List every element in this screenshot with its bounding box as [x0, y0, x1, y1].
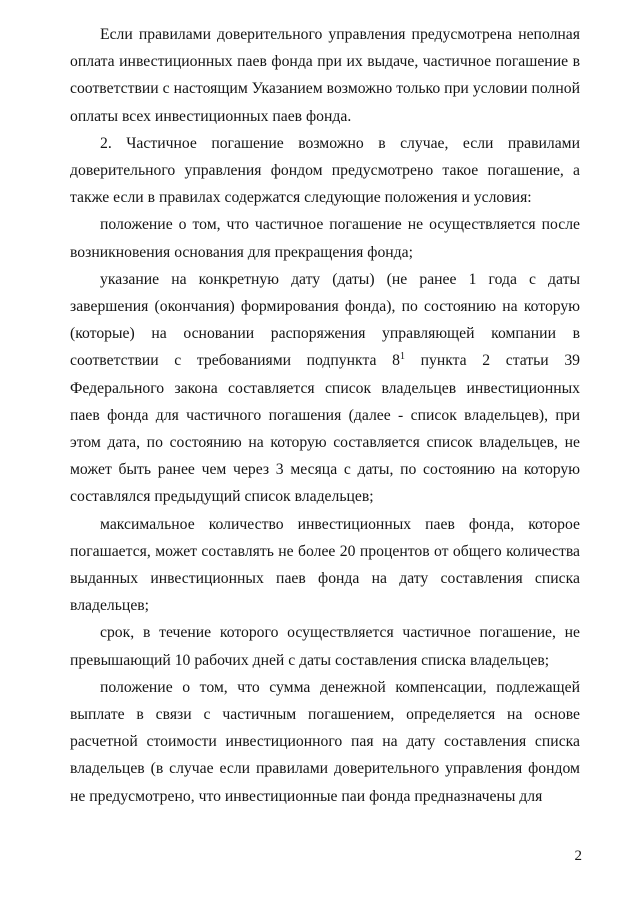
- paragraph-redemption-period: срок, в течение которого осуществляется частичное погашение, не превышающий 10 рабочих дней с даты составления списка владельцев;: [70, 624, 580, 669]
- paragraph-no-redemption-after-termination: положение о том, что частичное погашение не осуществляется после возникновения основания для прекращения фонда;: [70, 216, 580, 261]
- paragraph-compensation-calculation: положение о том, что сумма денежной компенсации, подлежащей выплате в связи с частичным погашением, определяется на основе расчетной стоимости инвестиционного пая на дату составления списка владельцев (в случае если правилами доверительного управления фондом не предусмотрено, что инвестиционные паи фонда предназначены для: [70, 678, 580, 805]
- paragraph-specific-date-text-after: пункта 2 статьи 39 Федерального закона составляется список владельцев инвестиционных паев фонда для частичного погашения (далее - список владельцев), при этом дата, по состоянию на которую составляется список владельцев, не может быть ранее чем через 3 месяца с даты, по состоянию на которую составлялся предыдущий список владельцев;: [70, 352, 581, 506]
- superscript-index: 1: [399, 351, 405, 363]
- paragraph-maximum-quantity: максимальное количество инвестиционных паев фонда, которое погашается, может составлять не более 20 процентов от общего количества выданных инвестиционных паев фонда на дату составления списка владельцев;: [70, 515, 580, 615]
- paragraph-specific-date-provision: [70, 266, 580, 511]
- page-number: 2: [574, 848, 582, 864]
- paragraph-item-2-conditions: 2. Частичное погашение возможно в случае, если правилами доверительного управления фондом предусмотрено такое погашение, а также если в правилах содержатся следующие положения и условия:: [70, 134, 580, 207]
- document-body: [70, 21, 580, 810]
- paragraph-specific-date-text-before: указание на конкретную дату (даты) (не ранее 1 года с даты завершения (окончания) формирования фонда), по состоянию на которую (которые) на основании распоряжения управляющей компании в соответствии с требованиями подпункта 8: [70, 270, 580, 370]
- paragraph-partial-payment-condition: Если правилами доверительного управления предусмотрена неполная оплата инвестиционных паев фонда при их выдаче, частичное погашение в соответствии с настоящим Указанием возможно только при условии полной оплаты всех инвестиционных паев фонда.: [70, 26, 580, 125]
